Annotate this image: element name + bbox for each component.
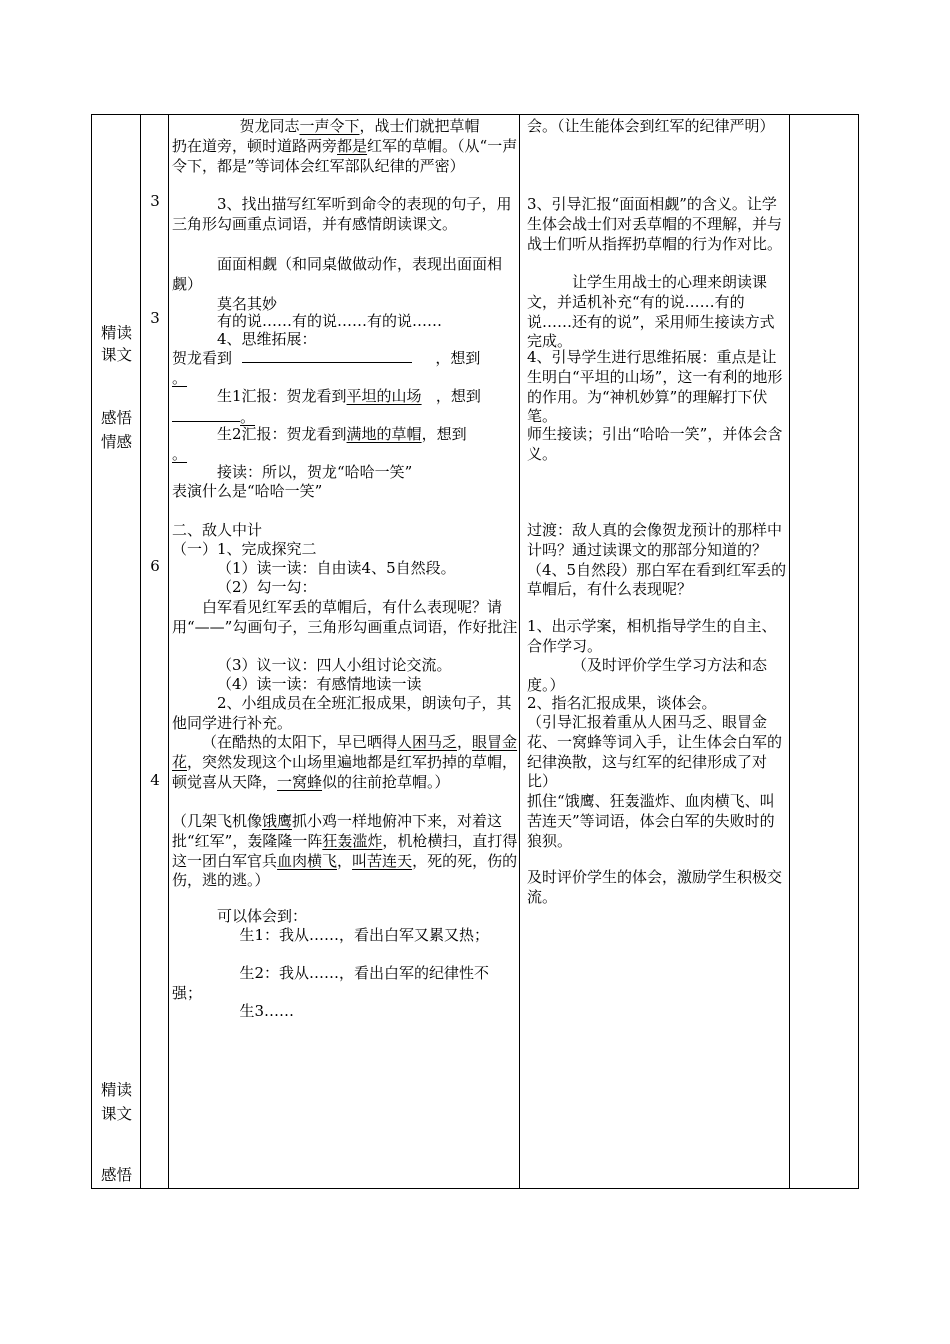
paragraph: （3）议一议：四人小组讨论交流。 [217, 656, 452, 674]
paragraph: （1）读一读：自由读4、5自然段。 [217, 559, 456, 577]
paragraph: 生2：我从……，看出白军的纪律性不强； [172, 964, 490, 1002]
section-label-column [92, 115, 141, 1188]
paragraph: 抓住“饿鹰、狂轰滥炸、血肉横飞、叫苦连天”等词语，体会白军的失败时的狼狈。 [527, 792, 775, 850]
paragraph: 4、思维拓展： [217, 330, 317, 348]
paragraph: （及时评价学生学习方法和态度。） [527, 656, 768, 694]
paragraph: 2、小组成员在全班汇报成果，朗读句子，其他同学进行补充。 [172, 694, 512, 732]
teaching-content-column [169, 115, 520, 1188]
section-label: 课文 [100, 1105, 132, 1123]
time-number: 4 [150, 771, 160, 789]
paragraph: （2）勾一勾： [217, 578, 317, 596]
paragraph: 4、引导学生进行思维拓展：重点是让生明白“平坦的山场”，这一有利的地形的作用。为“神机妙算”的理解打下伏笔。 [527, 348, 783, 426]
paragraph: 过渡：敌人真的会像贺龙预计的那样中计吗？通过读课文的那部分知道的？（4、5自然段）那白军在看到红军丢的草帽后，有什么表现呢？ [527, 521, 787, 599]
paragraph: 面面相觑（和同桌做做动作，表现出面面相觑） [172, 255, 503, 293]
paragraph: 3、引导汇报“面面相觑”的含义。让学生体会战士们对丢草帽的不理解，并与战士们听从指挥扔草帽的行为作对比。 [527, 195, 783, 253]
notes-column [790, 115, 860, 1188]
paragraph: 有的说……有的说……有的说…… [217, 312, 443, 330]
paragraph: 接读：所以，贺龙“哈哈一笑” [217, 463, 413, 481]
paragraph: 白军看见红军丢的草帽后，有什么表现呢？请用“——”勾画句子，三角形勾画重点词语，作好批注 [172, 598, 518, 636]
time-number: 3 [150, 309, 160, 327]
paragraph: 生3…… [239, 1002, 295, 1020]
paragraph: 生1：我从……，看出白军又累又热； [239, 926, 490, 944]
paragraph: 生1汇报：贺龙看到平坦的山场 ，想到。 [172, 387, 518, 428]
time-number: 6 [150, 557, 160, 575]
paragraph: （一）1、完成探究二 [172, 540, 317, 558]
section-label: 精读 [100, 1081, 132, 1099]
paragraph: 让学生用战士的心理来朗读课文，并适机补充“有的说……有的说……还有的说”，采用师生接读方式完成。 [527, 273, 775, 351]
section-label: 感悟 [100, 409, 132, 427]
paragraph: （几架飞机像饿鹰抓小鸡一样地俯冲下来，对着这批“红军”，轰隆隆一阵狂轰滥炸，机枪横扫，直打得这一团白军官兵血肉横飞，叫苦连天，死的死，伤的伤，逃的逃。） [172, 812, 518, 890]
paragraph: 会。（让生能体会到红军的纪律严明） [527, 117, 775, 135]
time-column [141, 115, 169, 1188]
paragraph: 师生接读；引出“哈哈一笑”，并体会含义。 [527, 425, 783, 463]
section-label: 感悟 [100, 1166, 132, 1184]
section-heading: 二、敌人中计 [172, 521, 263, 539]
paragraph: （引导汇报着重从人困马乏、眼冒金花、一窝蜂等词入手，让生体会白军的纪律涣散，这与红军的纪律形成了对比） [527, 713, 783, 791]
section-label: 精读 [100, 324, 132, 342]
paragraph: 及时评价学生的体会，激励学生积极交流。 [527, 868, 783, 906]
paragraph: 生2汇报：贺龙看到满地的草帽，想到 。 [172, 425, 467, 463]
paragraph: 莫名其妙 [217, 295, 278, 313]
paragraph: 3、找出描写红军听到命令的表现的句子，用三角形勾画重点词语，并有感情朗读课文。 [172, 195, 512, 233]
time-number: 3 [150, 192, 160, 210]
paragraph: （4）读一读：有感情地读一读 [217, 675, 422, 693]
teacher-guidance-column [520, 115, 790, 1188]
paragraph: 1、出示学案，相机指导学生的自主、合作学习。 [527, 617, 777, 655]
lesson-table [91, 114, 859, 1189]
section-label: 情感 [100, 433, 132, 451]
section-label: 课文 [100, 346, 132, 364]
paragraph: 表演什么是“哈哈一笑” [172, 482, 323, 500]
paragraph: 贺龙同志一声令下，战士们就把草帽 扔在道旁，顿时道路两旁都是红军的草帽。（从“一声令下，都是”等词体会红军部队纪律的严密） [172, 117, 518, 175]
paragraph: 可以体会到： [217, 907, 308, 925]
paragraph: 贺龙看到 ，想到 。 [172, 349, 481, 387]
paragraph: （在酷热的太阳下，早已晒得人困马乏，眼冒金花，突然发现这个山场里遍地都是红军扔掉的草帽，顿觉喜从天降，一窝蜂似的往前抢草帽。） [172, 733, 518, 791]
paragraph: 2、指名汇报成果，谈体会。 [527, 694, 717, 712]
